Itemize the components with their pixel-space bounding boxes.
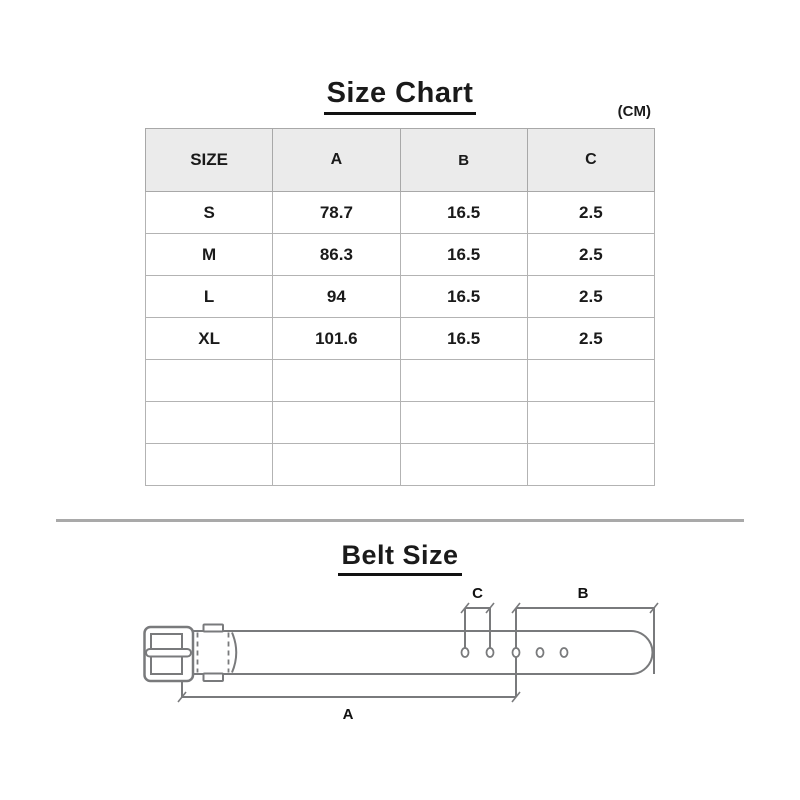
column-header-b: B xyxy=(400,129,527,192)
column-header-c: C xyxy=(527,129,654,192)
label-a: A xyxy=(342,706,354,723)
cell-size xyxy=(146,360,273,402)
cell-c: 2.5 xyxy=(527,318,654,360)
table-row-empty xyxy=(146,402,655,444)
cell-c xyxy=(527,360,654,402)
belt-size-title-text: Belt Size xyxy=(338,540,461,576)
table-row-empty xyxy=(146,444,655,486)
cell-c: 2.5 xyxy=(527,192,654,234)
table-row xyxy=(146,192,655,234)
belt-hole xyxy=(561,648,568,657)
cell-size: L xyxy=(146,276,273,318)
cell-b xyxy=(400,444,527,486)
cell-size: XL xyxy=(146,318,273,360)
keeper-loop-top xyxy=(204,625,224,632)
cell-a xyxy=(273,402,400,444)
size-table-body xyxy=(146,192,655,486)
belt-hole xyxy=(487,648,494,657)
cell-b: 16.5 xyxy=(400,192,527,234)
table-row xyxy=(146,318,655,360)
cell-a: 78.7 xyxy=(273,192,400,234)
table-row-empty xyxy=(146,360,655,402)
cell-size: M xyxy=(146,234,273,276)
cell-b: 16.5 xyxy=(400,276,527,318)
table-row xyxy=(146,276,655,318)
size-table xyxy=(145,128,655,486)
unit-label: (CM) xyxy=(617,103,651,120)
cell-a: 101.6 xyxy=(273,318,400,360)
belt-diagram xyxy=(0,570,800,735)
buckle-prong xyxy=(146,649,191,657)
cell-c: 2.5 xyxy=(527,276,654,318)
table-header-row xyxy=(146,129,655,192)
cell-c xyxy=(527,402,654,444)
belt-strap xyxy=(193,631,653,674)
cell-size xyxy=(146,402,273,444)
cell-c xyxy=(527,444,654,486)
cell-a xyxy=(273,360,400,402)
column-header-size: SIZE xyxy=(146,129,273,192)
keeper-loop-bottom xyxy=(204,674,224,682)
cell-a: 86.3 xyxy=(273,234,400,276)
cell-c: 2.5 xyxy=(527,234,654,276)
cell-b xyxy=(400,360,527,402)
cell-b xyxy=(400,402,527,444)
label-c: C xyxy=(472,585,483,602)
cell-a xyxy=(273,444,400,486)
size-chart-title-text: Size Chart xyxy=(324,77,477,115)
cell-size: S xyxy=(146,192,273,234)
cell-b: 16.5 xyxy=(400,234,527,276)
section-divider xyxy=(56,519,744,522)
size-table-header xyxy=(146,129,655,192)
cell-a: 94 xyxy=(273,276,400,318)
label-b: B xyxy=(577,585,589,602)
belt-hole xyxy=(462,648,469,657)
column-header-a: A xyxy=(273,129,400,192)
table-row xyxy=(146,234,655,276)
belt-hole xyxy=(513,648,520,657)
belt-hole xyxy=(537,648,544,657)
cell-size xyxy=(146,444,273,486)
cell-b: 16.5 xyxy=(400,318,527,360)
